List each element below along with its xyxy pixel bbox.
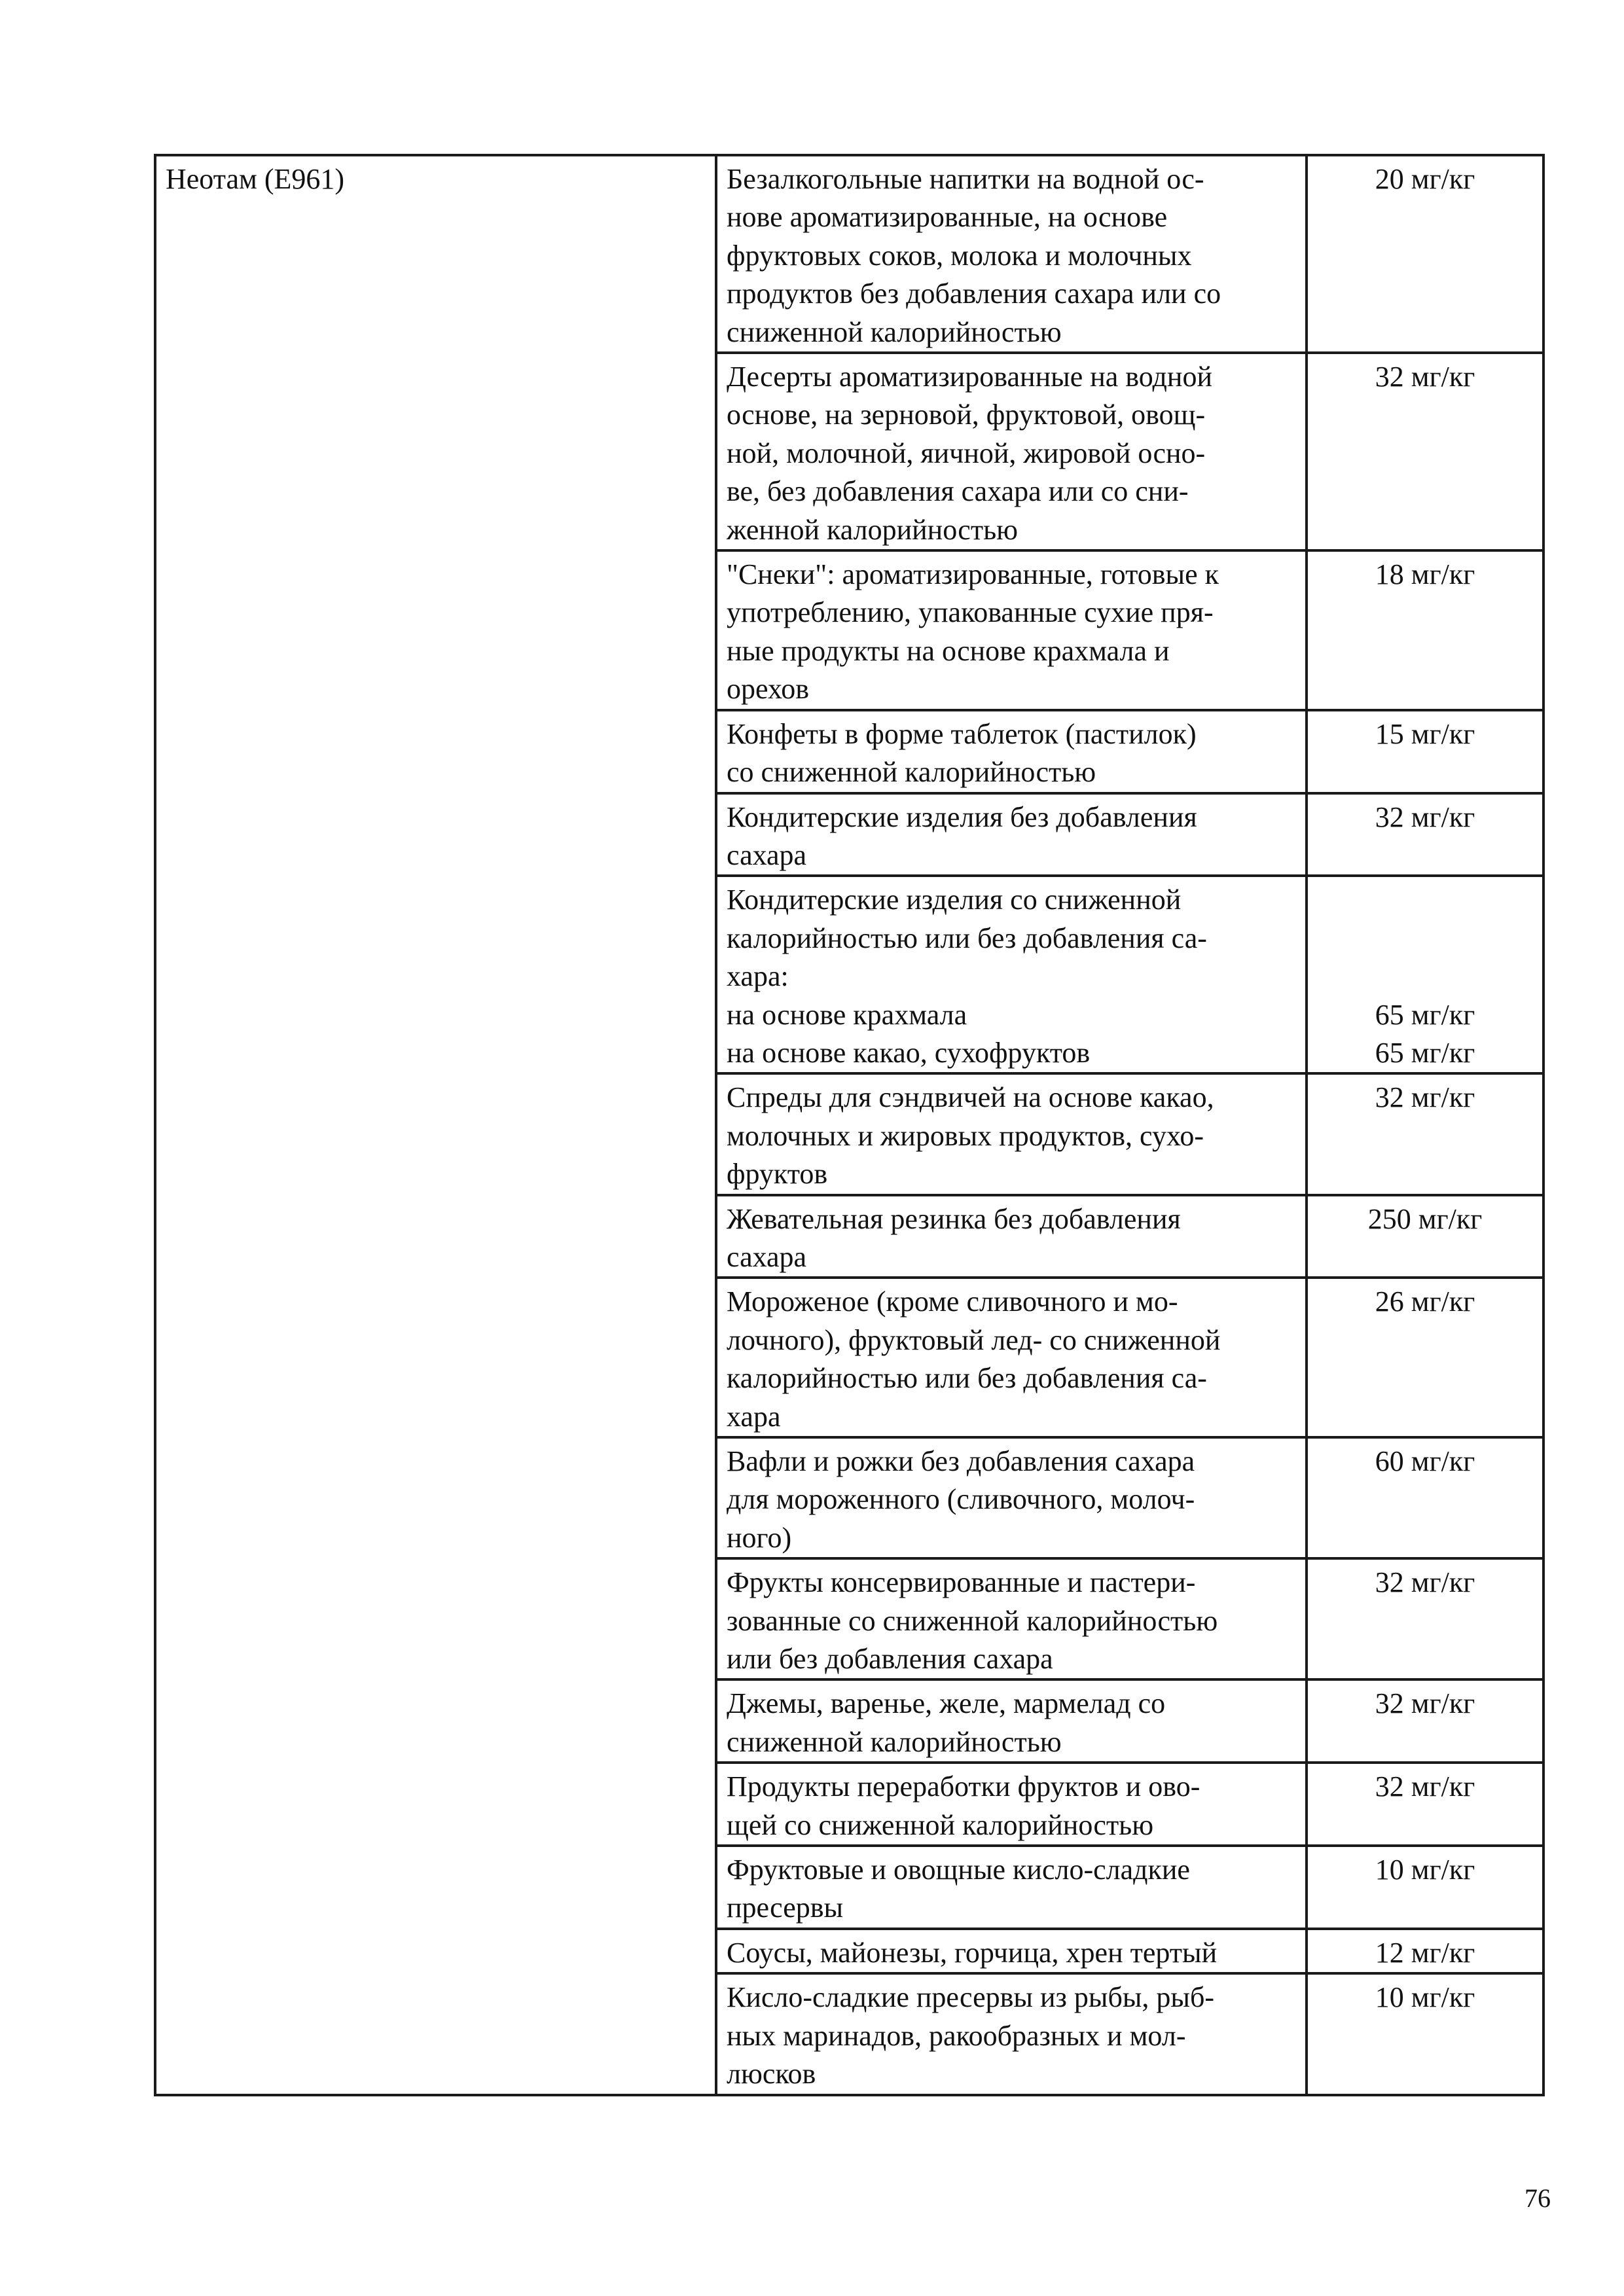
product-cell: Джемы, варенье, желе, мармелад со сниженной калорийностью [716,1679,1307,1763]
dose-cell: 32 мг/кг [1307,793,1543,876]
product-cell: Соусы, майонезы, горчица, хрен тертый [716,1929,1307,1973]
dose-cell: 32 мг/кг [1307,1763,1543,1846]
product-cell: Конфеты в форме таблеток (пастилок) со сниженной калорийностью [716,710,1307,793]
dose-cell: 15 мг/кг [1307,710,1543,793]
dose-cell [1307,876,1543,1073]
product-cell: Безалкогольные напитки на водной ос- нове ароматизированные, на основе фруктовых соков, молока и молочных продуктов без добавления сахара или со сниженной калорийностью [716,155,1307,353]
dose-cell: 32 мг/кг [1307,1558,1543,1679]
product-cell: "Снеки": ароматизированные, готовые к употреблению, упакованные сухие пря- ные продукты на основе крахмала и орехов [716,550,1307,710]
product-cell: Фруктовые и овощные кисло-сладкие пресервы [716,1846,1307,1929]
product-cell: Фрукты консервированные и пастери- зованные со сниженной калорийностью или без добавления сахара [716,1558,1307,1679]
dose-cell: 18 мг/кг [1307,550,1543,710]
product-cell: Жевательная резинка без добавления сахара [716,1195,1307,1278]
dose-cell: 250 мг/кг [1307,1195,1543,1278]
dose-cell: 32 мг/кг [1307,1073,1543,1194]
product-subitem: на основе какао, сухофруктов [727,1036,1091,1069]
product-cell: Спреды для сэндвичей на основе какао, молочных и жировых продуктов, сухо- фруктов [716,1073,1307,1194]
page-number: 76 [1525,2183,1551,2213]
dose-value: 65 мг/кг [1375,1036,1475,1069]
product-cell: Кондитерские изделия без добавления сахара [716,793,1307,876]
product-cell: Вафли и рожки без добавления сахара для мороженного (сливочного, молоч- ного) [716,1437,1307,1558]
table-row [155,155,1543,353]
dose-cell: 12 мг/кг [1307,1929,1543,1973]
additive-dosage-table [154,154,1545,2096]
dose-cell: 10 мг/кг [1307,1973,1543,2094]
product-cell [716,876,1307,1073]
dose-cell: 32 мг/кг [1307,1679,1543,1763]
product-group-heading: Кондитерские изделия со сниженной калорийностью или без добавления са- хара: [727,884,1207,993]
dose-cell: 20 мг/кг [1307,155,1543,353]
product-cell: Продукты переработки фруктов и ово- щей со сниженной калорийностью [716,1763,1307,1846]
dose-cell: 60 мг/кг [1307,1437,1543,1558]
dose-cell: 32 мг/кг [1307,353,1543,550]
additive-name: Неотам (Е961) [166,163,345,195]
dose-cell: 26 мг/кг [1307,1278,1543,1437]
additive-name-cell [155,155,716,2095]
product-cell: Десерты ароматизированные на водной основе, на зерновой, фруктовой, овощ- ной, молочной, яичной, жировой осно- ве, без добавления сахара или со сни- женной калорийностью [716,353,1307,550]
product-subitem: на основе крахмала [727,998,967,1031]
product-cell: Кисло-сладкие пресервы из рыбы, рыб- ных маринадов, ракообразных и мол- люсков [716,1973,1307,2094]
dose-cell: 10 мг/кг [1307,1846,1543,1929]
product-cell: Мороженое (кроме сливочного и мо- лочного), фруктовый лед- со сниженной калорийностью или без добавления са- хара [716,1278,1307,1437]
dose-value: 65 мг/кг [1375,998,1475,1031]
